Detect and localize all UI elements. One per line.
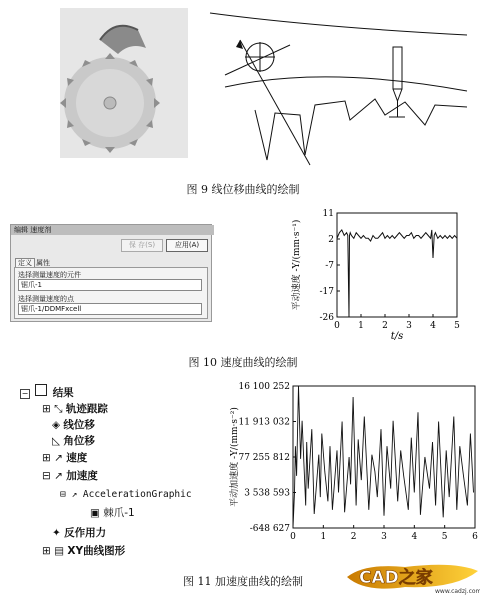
- y-tick-label: -648 627: [249, 524, 290, 534]
- tree-item-label: 速度: [66, 452, 88, 464]
- dialog-title: 编辑 速度剂: [14, 226, 52, 234]
- component-field[interactable]: [18, 279, 202, 291]
- velocity-dialog: [10, 224, 212, 322]
- y-axis-label: 平动加速度 -Y/(mm·s⁻²): [230, 407, 240, 507]
- series-line: [337, 230, 457, 317]
- tree-item-velocity[interactable]: ⊞ ↗ 速度: [42, 452, 88, 464]
- y-tick-label: -7: [325, 261, 334, 271]
- figure9-caption: 图 9 线位移曲线的绘制: [186, 183, 300, 196]
- tree-item-angular-displacement[interactable]: [52, 433, 95, 449]
- tree-item-label: 线位移: [63, 419, 95, 431]
- tree-item-reaction-force[interactable]: [52, 525, 106, 541]
- collapse-icon[interactable]: −: [21, 389, 29, 398]
- x-tick-label: 4: [430, 321, 436, 331]
- y-tick-label: -26: [319, 313, 334, 323]
- tree-item-trajectory[interactable]: ⊞ ⤡ 轨迹跟踪: [42, 403, 108, 415]
- svg-text:CAD之家: CAD之家: [359, 568, 433, 588]
- point-label: 选择测量速度的点: [18, 295, 74, 303]
- figure11-caption: 图 11 加速度曲线的绘制: [183, 575, 303, 588]
- xy-graph-icon: ▤: [54, 545, 65, 557]
- save-button[interactable]: 保 存(S): [121, 239, 163, 252]
- tree-item-acceleration[interactable]: ⊟ ↗ 加速度: [42, 470, 98, 482]
- acceleration-chart: [225, 378, 480, 553]
- tree-item-label: XY曲线图形: [67, 545, 126, 557]
- component-field-value: 锯爪-1: [21, 281, 42, 289]
- trajectory-icon: ⤡: [54, 403, 63, 415]
- y-tick-label: -17: [319, 287, 334, 297]
- tree-item-label: 角位移: [63, 435, 95, 447]
- point-field-value: 锯爪-1/DDMFxcell: [21, 305, 82, 313]
- part-icon: ▣: [90, 507, 100, 519]
- cad-logo: [345, 559, 480, 595]
- x-tick-label: 5: [441, 532, 448, 542]
- plot-frame: [337, 213, 457, 317]
- x-tick-label: 0: [334, 321, 340, 331]
- x-tick-label: 1: [358, 321, 364, 331]
- x-tick-label: 5: [454, 321, 460, 331]
- figure9-schematic: [205, 5, 475, 170]
- tree-root-label: 结果: [52, 387, 74, 399]
- tree-item-acceleration-graphic[interactable]: ⊟ ↗ AccelerationGraphic: [60, 489, 192, 500]
- x-tick-label: 4: [411, 532, 418, 542]
- velocity-chart: [285, 205, 475, 345]
- y-tick-label: 2: [328, 235, 334, 245]
- tree-item-label: 棘爪-1: [103, 507, 135, 519]
- x-tick-label: 6: [472, 532, 478, 542]
- linear-displacement-icon: ◈: [52, 419, 61, 431]
- tab-definition[interactable]: 定义: [15, 258, 35, 268]
- acceleration-icon: ↗: [54, 470, 63, 482]
- results-tree: [20, 384, 230, 564]
- velocity-icon: ↗: [54, 452, 63, 464]
- y-axis-label: 平动速度 -Y/(mm·s⁻¹): [292, 219, 302, 311]
- y-tick-label: 11: [322, 209, 334, 219]
- series-line: [293, 386, 474, 528]
- tree-item-label: AccelerationGraphic: [82, 489, 192, 500]
- y-tick-label: 77 255 812: [238, 453, 290, 463]
- tree-item-linear-displacement[interactable]: [52, 417, 95, 433]
- x-tick-label: 1: [320, 532, 327, 542]
- apply-button[interactable]: 应用(A): [166, 239, 208, 252]
- y-tick-label: 11 913 032: [238, 417, 290, 428]
- x-axis-label: t/s: [390, 331, 404, 342]
- figure10-caption: 图 10 速度曲线的绘制: [188, 356, 298, 369]
- tree-item-label: 反作用力: [64, 527, 107, 539]
- graphic-icon: ↗: [71, 489, 78, 500]
- x-tick-label: 3: [381, 532, 387, 542]
- angular-displacement-icon: ◺: [52, 435, 61, 447]
- results-folder-icon: [35, 384, 47, 396]
- tab-properties[interactable]: 属性: [36, 259, 50, 267]
- component-label: 选择测量速度的元件: [18, 271, 81, 279]
- tree-item-label: 加速度: [66, 470, 98, 482]
- y-tick-label: 3 538 593: [244, 488, 290, 499]
- x-tick-label: 2: [382, 321, 388, 331]
- tree-root[interactable]: [20, 384, 74, 400]
- tree-item-label: 轨迹跟踪: [65, 403, 108, 415]
- svg-text:www.cadzj.com: www.cadzj.com: [435, 588, 480, 595]
- tree-item-xy-graph[interactable]: ⊞ ▤ XY曲线图形: [42, 545, 126, 557]
- figure9-saw-photo: [60, 8, 188, 158]
- x-tick-label: 3: [406, 321, 412, 331]
- point-field[interactable]: [18, 303, 202, 315]
- tree-item-pawl[interactable]: [90, 505, 135, 521]
- reaction-force-icon: ✦: [52, 527, 61, 539]
- dialog-body: [14, 267, 208, 319]
- dialog-title-bar: [11, 225, 214, 235]
- x-tick-label: 0: [290, 532, 296, 542]
- x-tick-label: 2: [350, 532, 357, 542]
- y-tick-label: 16 100 252: [238, 382, 290, 392]
